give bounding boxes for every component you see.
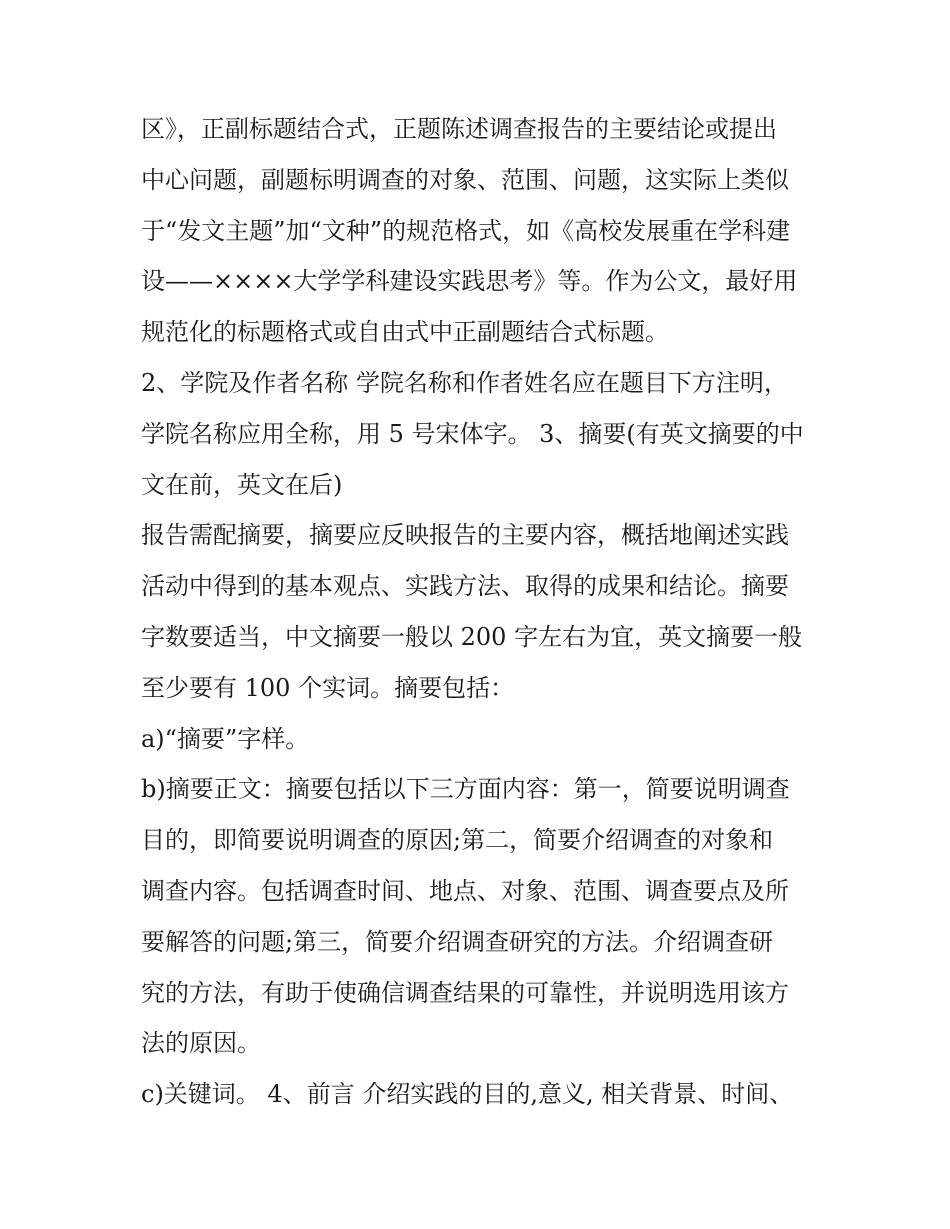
- text-line: 于“发文主题”加“文种”的规范格式，如《高校发展重在学科建: [141, 216, 791, 245]
- text-line: 设——××××大学学科建设实践思考》等。作为公文，最好用: [141, 267, 798, 296]
- text-line: 字数要适当，中文摘要一般以 200 字左右为宜，英文摘要一般: [141, 622, 803, 651]
- text-line: 规范化的标题格式或自由式中正副题结合式标题。: [141, 318, 669, 347]
- list-item-a: a)“摘要”字样。: [141, 724, 310, 753]
- section-heading-line: 2、学院及作者名称 学院名称和作者姓名应在题目下方注明，: [141, 368, 788, 397]
- document-body: [141, 104, 821, 1120]
- text-line: 文在前，英文在后): [141, 470, 343, 499]
- text-line: 区》，正副标题结合式，正题陈述调查报告的主要结论或提出: [141, 115, 777, 143]
- text-line: 报告需配摘要，摘要应反映报告的主要内容，概括地阐述实践: [141, 521, 789, 550]
- text-line: 究的方法，有助于使确信调查结果的可靠性，并说明选用该方: [141, 978, 789, 1007]
- text-line: 至少要有 100 个实词。摘要包括：: [141, 673, 515, 702]
- text-line: 学院名称应用全称，用 5 号宋体字。 3、摘要(有英文摘要的中: [141, 419, 804, 448]
- text-line: 中心问题，副题标明调查的对象、范围、问题，这实际上类似: [141, 165, 789, 194]
- text-line: 目的，即简要说明调查的原因;第二，简要介绍调查的对象和: [141, 826, 774, 855]
- text-line: 活动中得到的基本观点、实践方法、取得的成果和结论。摘要: [141, 572, 789, 601]
- text-line: 要解答的问题;第三，简要介绍调查研究的方法。介绍调查研: [141, 927, 774, 956]
- text-line: 法的原因。: [141, 1029, 261, 1058]
- list-item-c: c)关键词。 4、前言 介绍实践的目的,意义, 相关背景、时间、: [141, 1080, 794, 1109]
- text-line: 调查内容。包括调查时间、地点、对象、范围、调查要点及所: [141, 876, 789, 905]
- list-item-b: b)摘要正文：摘要包括以下三方面内容：第一，简要说明调查: [141, 775, 790, 804]
